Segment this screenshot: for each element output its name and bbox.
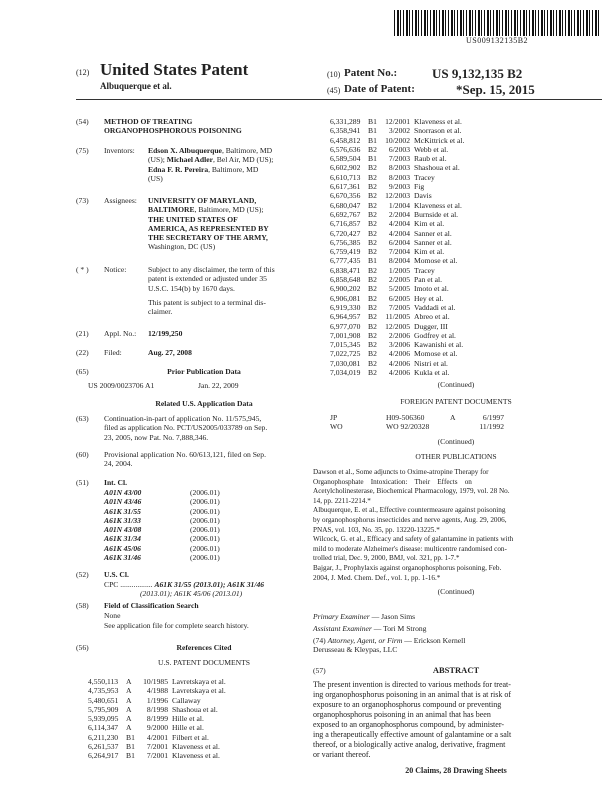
invention-title	[104, 117, 242, 136]
pub-line: Dawson et al., Some adjuncts to Oxime-atropine Therapy for	[313, 468, 489, 476]
assignees-line: UNIVERSITY OF MARYLAND,	[148, 196, 257, 205]
pub-line: 2004, J. Med. Chem. Def., vol. 1, pp. 1-16.*	[313, 573, 441, 582]
abstract-heading: ABSTRACT	[432, 665, 480, 675]
notice	[148, 265, 308, 316]
primary-examiner-name: — Jason Sims	[371, 612, 416, 621]
patent-row: 6,777,435 B1 8/2004 Momose et al.	[330, 256, 458, 266]
patent-row: 4,735,953 A 4/1988 Lavretskaya et al.	[88, 686, 226, 696]
abstract-line: or variant thereof.	[313, 750, 371, 759]
other-publications	[313, 468, 601, 583]
abstract-line: exposed to an organophosphorus compound, by administer-	[313, 720, 504, 729]
patent-no-label: Patent No.:	[344, 67, 398, 79]
patent-row: 6,964,957 B2 11/2005 Abreo et al.	[330, 312, 450, 322]
intcl-code: (51)	[76, 478, 89, 487]
primary-examiner-label: Primary Examiner	[313, 612, 370, 621]
inventors-line: Edna F. R. Pereira, Baltimore, MD	[148, 164, 259, 174]
refs-heading: References Cited	[176, 643, 232, 652]
uspat-heading: U.S. PATENT DOCUMENTS	[158, 658, 250, 667]
pub-line: Bajgar, J., Prophylaxis against organophosphorus poisoning, Feb.	[313, 563, 502, 572]
intcl-row: A61K 31/33 (2006.01)	[104, 515, 220, 525]
intcl-row: A01N 43/00 (2006.01)	[104, 488, 220, 497]
intcl-row: A01N 43/08 (2006.01)	[104, 525, 220, 535]
notice-line: claimer.	[148, 307, 173, 317]
provisional	[104, 450, 308, 469]
prior-date: Jan. 22, 2009	[198, 381, 239, 390]
field-label: Field of Classification Search	[104, 601, 199, 610]
abstract-code: (57)	[313, 666, 326, 675]
appl-code: (21)	[76, 329, 89, 338]
patent-row: 6,838,471 B2 1/2005 Tracey	[330, 265, 435, 275]
pub-line: 14, pp. 2211-2214.*	[313, 496, 371, 505]
appl-label: Appl. No.:	[104, 329, 137, 338]
intcl-list	[104, 488, 294, 562]
notice-line: Subject to any disclaimer, the term of this	[148, 265, 275, 274]
assignees	[148, 196, 308, 252]
cont-line: 23, 2005, now Pat. No. 7,888,346.	[104, 432, 209, 442]
patent-row: 6,858,648 B2 2/2005 Pan et al.	[330, 275, 443, 285]
pub-line: trolled trial, Dec. 9, 2000, BMJ, vol. 321, pp. 1-7.*	[313, 554, 460, 563]
patent-number: US 9,132,135 B2	[432, 66, 523, 81]
title-code: (54)	[76, 117, 89, 126]
inventors-label: Inventors:	[104, 146, 135, 155]
intcl-row: A61K 31/55 (2006.01)	[104, 506, 220, 516]
foreign-row: JP H09-506360 A 6/1997	[330, 413, 504, 422]
prov-line: Provisional application No. 60/613,121, filed on Sep.	[104, 450, 266, 459]
assignees-line: BALTIMORE, Baltimore, MD (US);	[148, 205, 264, 215]
patent-row: 5,480,651 A 1/1996 Callaway	[88, 695, 201, 705]
patent-row: 5,795,909 A 8/1998 Shashoua et al.	[88, 704, 218, 714]
patent-row: 6,919,330 B2 7/2005 Vaddadi et al.	[330, 302, 456, 312]
related-heading: Related U.S. Application Data	[155, 399, 253, 408]
patent-row: 6,264,917 B1 7/2001 Klaveness et al.	[88, 751, 220, 761]
assistant-examiner-label: Assistant Examiner	[313, 624, 372, 633]
pub-line: Organophosphate Intoxication: Their Effects on	[313, 477, 472, 486]
patent-row: 6,716,857 B2 4/2004 Kim et al.	[330, 219, 445, 229]
assignees-code: (73)	[76, 196, 89, 205]
continued-note-1: (Continued)	[437, 380, 475, 389]
pub-line: Wilcock, G. et al., Efficacy and safety of galantamine in patients with	[313, 535, 514, 544]
field-none: None	[104, 611, 121, 620]
attorney-line-2: Derusseau & Kleypas, LLC	[313, 645, 398, 655]
continued-note-2: (Continued)	[437, 437, 475, 446]
document-title: United States Patent	[100, 60, 249, 79]
cont-line: Continuation-in-part of application No. 11/575,945,	[104, 414, 262, 423]
notice-line: patent is extended or adjusted under 35	[148, 274, 267, 284]
notice-line: This patent is subject to a terminal dis-	[148, 297, 266, 307]
abstract-line: ing a therapeutically effective amount of galantamine or a salt	[313, 730, 512, 739]
filed-date: Aug. 27, 2008	[148, 348, 192, 357]
intcl-row: A61K 31/46 (2006.01)	[104, 553, 220, 563]
prior-code: (65)	[76, 367, 89, 376]
prior-pub: US 2009/0023706 A1	[88, 381, 155, 390]
other-heading: OTHER PUBLICATIONS	[415, 452, 497, 461]
attorney-line-1: — Erickson Kernell	[404, 636, 466, 645]
assistant-examiner	[313, 624, 426, 633]
patent-row: 6,977,070 B2 12/2005 Dugger, III	[330, 321, 448, 331]
attorney	[313, 636, 601, 655]
pub-line: Acetylcholinesterase, Biochemical Pharmacology, 1979, vol. 28 No.	[313, 487, 510, 496]
code-45: (45)	[327, 86, 341, 95]
patent-row: 6,331,289 B1 12/2001 Klaveness et al.	[330, 117, 462, 126]
title-line: ORGANOPHOSPHOROUS POISONING	[104, 126, 242, 136]
inventors	[148, 146, 308, 183]
pub-line: by organophosphorus insecticides and nerve agents, Aug. 29, 2006,	[313, 515, 507, 524]
continued-note-3: (Continued)	[437, 587, 475, 596]
patent-row: 6,602,902 B2 8/2003 Shashoua et al.	[330, 163, 460, 173]
cpc	[104, 580, 304, 599]
intcl-row: A01N 43/46 (2006.01)	[104, 497, 220, 507]
attorney-code: (74)	[313, 636, 326, 645]
patent-row: 7,034,019 B2 4/2006 Kukla et al.	[330, 368, 450, 378]
attorney-label: Attorney, Agent, or Firm	[327, 636, 403, 645]
patent-row: 6,211,230 B1 4/2001 Filbert et al.	[88, 732, 209, 742]
primary-examiner	[313, 612, 415, 621]
abstract-line: organophosphorus poisoning in an animal that has been	[313, 710, 491, 719]
header-divider	[76, 99, 602, 100]
claims-summary: 20 Claims, 28 Drawing Sheets	[405, 766, 507, 775]
pub-line: Albuquerque, E. et al., Effective countermeasure against poisoning	[313, 506, 506, 515]
patent-row: 6,900,202 B2 5/2005 Imoto et al.	[330, 284, 449, 294]
patent-row: 6,670,356 B2 12/2003 Davis	[330, 191, 432, 201]
inventors-code: (75)	[76, 146, 89, 155]
inventors-line: (US)	[148, 173, 163, 183]
patent-row: 6,358,941 B1 3/2002 Snorrason et al.	[330, 126, 462, 136]
foreign-list	[330, 413, 600, 432]
patent-row: 6,589,504 B1 7/2003 Raub et al.	[330, 154, 447, 164]
assignees-label: Assignees:	[104, 196, 137, 205]
prov-code: (60)	[76, 450, 89, 459]
cpc-line: (2013.01); A61K 45/06 (2013.01)	[140, 589, 243, 599]
prior-heading: Prior Publication Data	[167, 367, 241, 376]
patent-row: 6,720,427 B2 4/2004 Sanner et al.	[330, 228, 452, 238]
assignees-line: Washington, DC (US)	[148, 242, 216, 252]
uscl-label: U.S. Cl.	[104, 570, 129, 579]
patent-row: 7,030,081 B2 4/2006 Nistri et al.	[330, 358, 448, 368]
code-12: (12)	[76, 68, 90, 77]
notice-label: Notice:	[104, 265, 127, 274]
inventors-line: (US); Michael Adler, Bel Air, MD (US);	[148, 155, 274, 165]
intcl-row: A61K 31/34 (2006.01)	[104, 534, 220, 544]
abstract-line: ing organophosphorus poisoning in an animal that is at risk of	[313, 690, 512, 699]
date-label: Date of Patent:	[344, 83, 415, 95]
patent-row: 6,617,361 B2 9/2003 Fig	[330, 182, 425, 192]
code-10: (10)	[327, 70, 341, 79]
intcl-label: Int. Cl.	[104, 478, 127, 487]
inventors-line: Edson X. Albuquerque, Baltimore, MD	[148, 146, 273, 155]
assignees-line: AMERICA, AS REPRESENTED BY	[148, 223, 269, 233]
patent-row: 4,550,113 A 10/1985 Lavretskaya et al.	[88, 677, 226, 686]
pub-line: mild to moderate Alzheimer's disease: multicentre randomised con-	[313, 544, 507, 553]
patent-row: 6,114,347 A 9/2000 Hille et al.	[88, 723, 204, 733]
intcl-row: A61K 45/06 (2006.01)	[104, 543, 220, 553]
patent-row: 6,261,537 B1 7/2001 Klaveness et al.	[88, 742, 220, 752]
patent-row: 7,022,725 B2 4/2006 Momose et al.	[330, 349, 458, 359]
refs-code: (56)	[76, 643, 89, 652]
assistant-examiner-name: — Tori M Strong	[373, 624, 427, 633]
notice-line: U.S.C. 154(b) by 1670 days.	[148, 283, 235, 293]
patent-row: 6,759,419 B2 7/2004 Kim et al.	[330, 247, 445, 257]
abstract-line: exposure to an organophosphorus compound or preventing	[313, 700, 502, 709]
foreign-heading: FOREIGN PATENT DOCUMENTS	[400, 397, 512, 406]
pub-line: PNAS, vol. 103, No. 35, pp. 13220-13225.*	[313, 525, 440, 534]
foreign-row: WO WO 92/20328 11/1992	[330, 422, 504, 432]
patent-row: 6,680,047 B2 1/2004 Klaveness et al.	[330, 200, 462, 210]
barcode	[394, 10, 600, 36]
patent-row: 6,576,636 B2 6/2003 Webb et al.	[330, 144, 449, 154]
prov-line: 24, 2004.	[104, 459, 133, 469]
notice-code: ( * )	[76, 265, 89, 274]
cont-code: (63)	[76, 414, 89, 423]
barcode-number: US009132135B2	[465, 36, 529, 45]
patent-row: 7,001,908 B2 2/2006 Godfrey et al.	[330, 330, 456, 340]
field-see: See application file for complete search history.	[104, 621, 249, 630]
us-patent-list	[88, 677, 298, 761]
patent-date: *Sep. 15, 2015	[456, 82, 535, 97]
patent-row: 6,756,385 B2 6/2004 Sanner et al.	[330, 237, 452, 247]
patent-row: 6,692,767 B2 2/2004 Burnside et al.	[330, 209, 459, 219]
us-patent-list-continued	[330, 117, 600, 377]
uscl-code: (52)	[76, 570, 89, 579]
continuation	[104, 414, 308, 442]
patent-row: 6,906,081 B2 6/2005 Hey et al.	[330, 293, 444, 303]
inventor-short: Albuquerque et al.	[100, 81, 172, 91]
filed-code: (22)	[76, 348, 89, 357]
cont-line: filed as application No. PCT/US2005/033789 on Sep.	[104, 423, 268, 433]
field-code: (58)	[76, 601, 89, 610]
patent-row: 6,610,713 B2 8/2003 Tracey	[330, 172, 435, 182]
abstract-line: thereof, or a biologically active analog, derivative, fragment	[313, 740, 506, 749]
assignees-line: THE SECRETARY OF THE ARMY,	[148, 233, 268, 243]
assignees-line: THE UNITED STATES OF	[148, 214, 238, 224]
patent-row: 7,015,345 B2 3/2006 Kawanishi et al.	[330, 340, 464, 350]
filed-label: Filed:	[104, 348, 122, 357]
cpc-value-1: A61K 31/55 (2013.01); A61K 31/46	[154, 580, 265, 589]
cpc-line: CPC ................. A61K 31/55 (2013.01); A61K 31/46	[104, 580, 265, 589]
patent-row: 6,458,812 B1 10/2002 McKittrick et al.	[330, 135, 465, 145]
abstract-line: The present invention is directed to various methods for treat-	[313, 680, 511, 689]
title-line: METHOD OF TREATING	[104, 117, 193, 126]
cpc-label: CPC	[104, 580, 119, 589]
abstract-text	[313, 680, 601, 760]
patent-row: 5,939,095 A 8/1999 Hille et al.	[88, 714, 204, 724]
appl-number: 12/199,250	[148, 329, 183, 338]
